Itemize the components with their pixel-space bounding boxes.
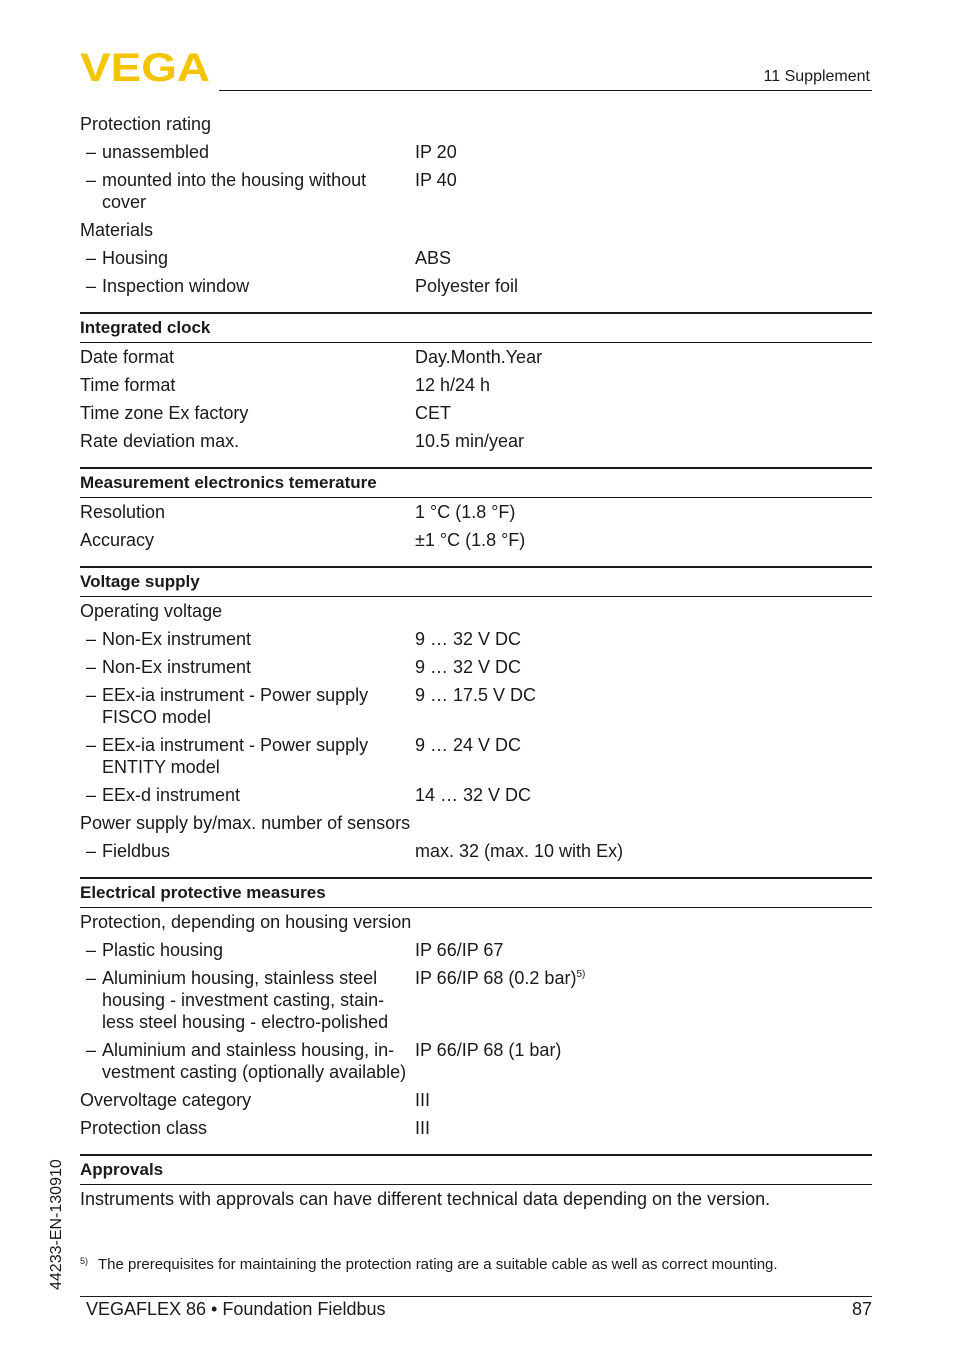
spec-row: – Non-Ex instrument 9 … 32 V DC — [80, 625, 872, 653]
section-header-integrated-clock: Integrated clock — [80, 312, 872, 343]
footer-title: VEGAFLEX 86 • Foundation Fieldbus — [86, 1299, 386, 1319]
spec-row: Time format 12 h/24 h — [80, 375, 491, 395]
document-id: 44233-EN-130910 — [48, 1159, 65, 1290]
header-section-label: 11 Supplement — [763, 68, 870, 85]
spec-row: Time zone Ex factory CET — [80, 403, 451, 423]
spec-row: – Fieldbus max. 32 (max. 10 with Ex) — [80, 837, 872, 865]
svg-text:VEGA: VEGA — [80, 50, 210, 84]
vega-logo — [80, 50, 212, 84]
header-divider — [219, 90, 872, 91]
spec-row: – EEx-ia instrument - Power supply FISCO model 9 … 17.5 V DC — [80, 681, 872, 731]
spec-row: – Non-Ex instrument 9 … 32 V DC — [80, 653, 872, 681]
power-supply-heading: Power supply by/max. number of sensors — [80, 813, 411, 833]
spec-content — [80, 110, 872, 1213]
section-header-approvals: Approvals — [80, 1154, 872, 1185]
spec-row: Rate deviation max. 10.5 min/year — [80, 431, 525, 451]
footnote-text: The prerequisites for maintaining the protection rating are a suitable cable as well as correct mounting. — [98, 1256, 778, 1273]
protection-housing-heading: Protection, depending on housing version — [80, 912, 412, 932]
section-header-temperature: Measurement electronics temerature — [80, 467, 872, 498]
spec-row: Resolution 1 °C (1.8 °F) — [80, 502, 516, 522]
spec-row: Overvoltage category III — [80, 1090, 431, 1110]
footer-divider — [80, 1296, 872, 1297]
approvals-text: Instruments with approvals can have different technical data depending on the version. — [80, 1189, 771, 1209]
spec-row: – Housing ABS — [80, 244, 872, 272]
protection-rating-heading: Protection rating — [80, 114, 212, 134]
spec-row: – unassembled IP 20 — [80, 138, 872, 166]
footnote — [80, 1256, 872, 1273]
spec-row: Accuracy ±1 °C (1.8 °F) — [80, 530, 526, 550]
footnote-ref: 5) — [576, 969, 586, 980]
section-header-electrical-protective: Electrical protective measures — [80, 877, 872, 908]
spec-row: – mounted into the housing without cover IP 40 — [80, 166, 872, 216]
page-number: 87 — [851, 1299, 872, 1319]
spec-row: – EEx-ia instrument - Power supply ENTITY model 9 … 24 V DC — [80, 731, 872, 781]
spec-row: – Plastic housing IP 66/IP 67 — [80, 936, 872, 964]
spec-row: Date format Day.Month.Year — [80, 347, 543, 367]
section-header-voltage-supply: Voltage supply — [80, 566, 872, 597]
spec-row: – Aluminium housing, stainless steel housing - investment casting, stain-less steel housing - electro-polished IP 66/IP 68 (0.2 bar)$^{5)}$ — [80, 964, 872, 1036]
spec-row: – Aluminium and stainless housing, in-vestment casting (optionally available) IP 66/IP 68 (1 bar) — [80, 1036, 872, 1086]
spec-row: Protection class III — [80, 1118, 431, 1138]
materials-heading: Materials — [80, 220, 154, 240]
spec-row: – Inspection window Polyester foil — [80, 272, 872, 300]
spec-row: – EEx-d instrument 14 … 32 V DC — [80, 781, 872, 809]
operating-voltage-heading: Operating voltage — [80, 601, 223, 621]
footnote-mark: 5) — [80, 1256, 89, 1266]
